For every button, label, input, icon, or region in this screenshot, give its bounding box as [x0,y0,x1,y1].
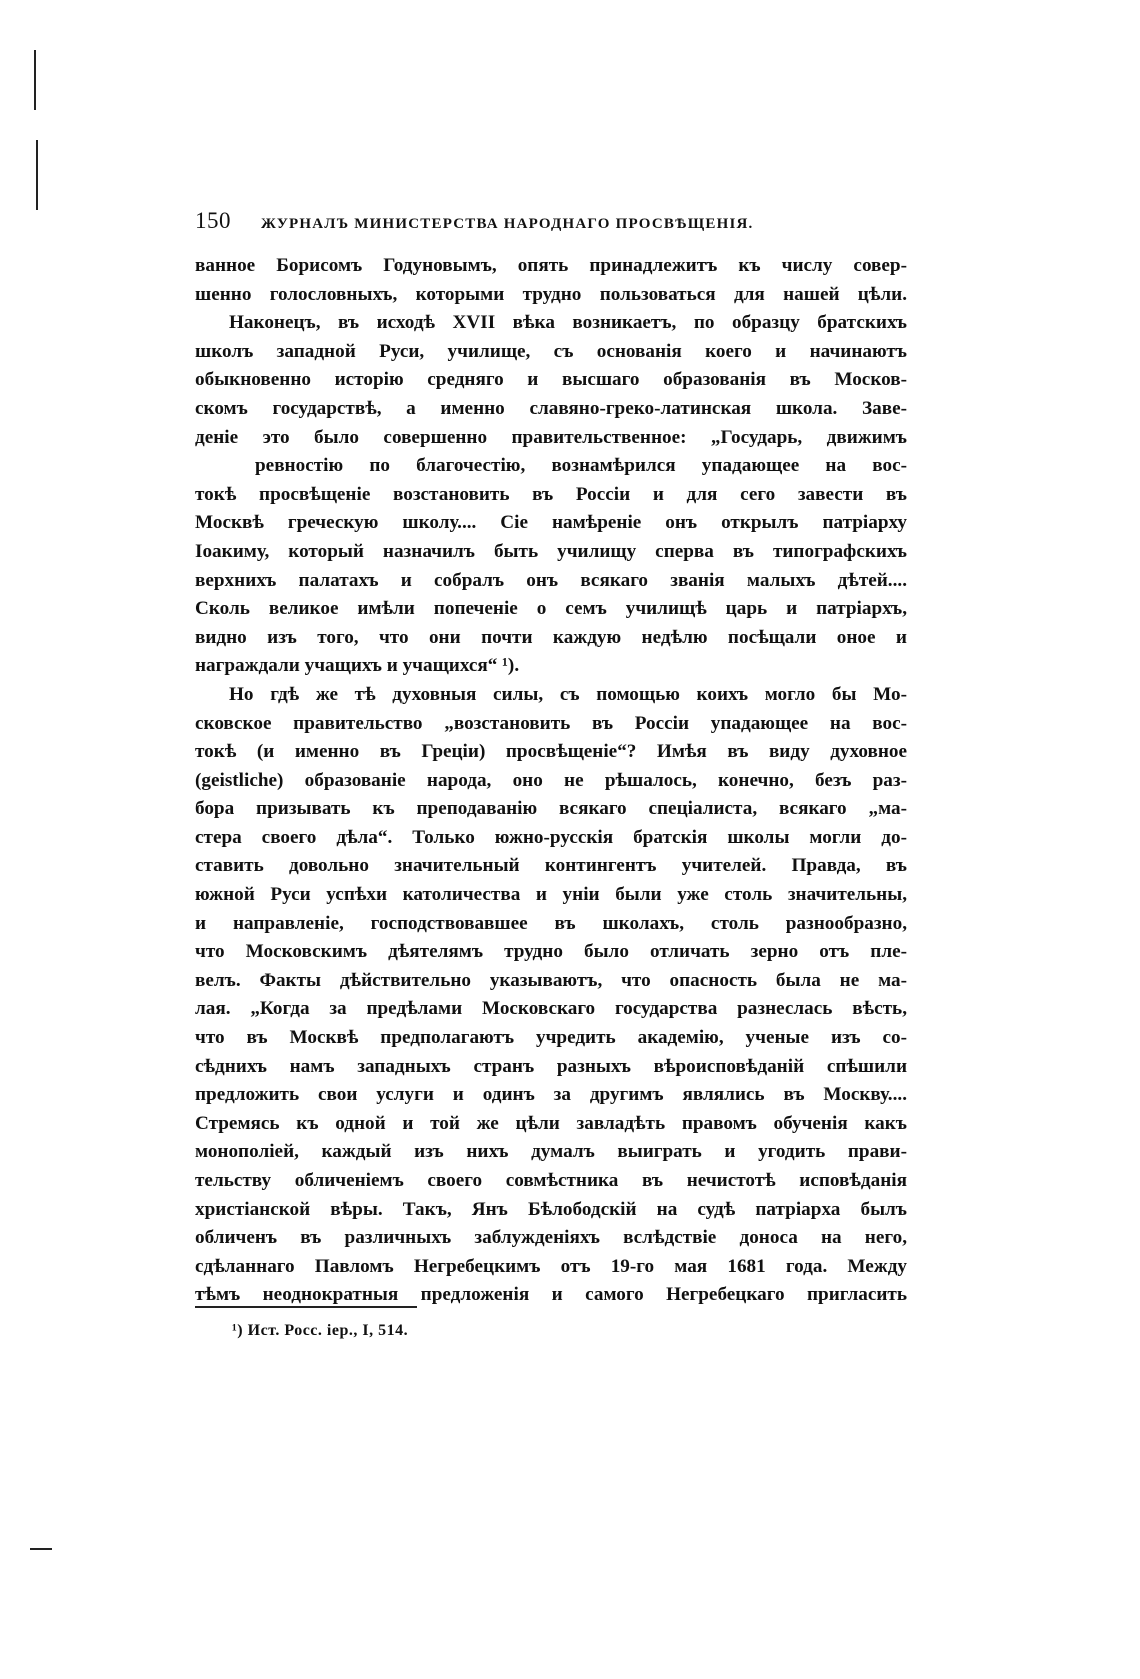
text-line: токѣ просвѣщеніе возстановить въ Россіи и для сего завести въ [195,483,907,505]
text-line: Стремясь къ одной и той же цѣли завладѣть правомъ обученія какъ [195,1112,907,1134]
text-line: бора призывать къ преподаванію всякаго спеціалиста, всякаго „ма- [195,798,907,820]
text-line: велъ. Факты дѣйствительно указываютъ, что опасность была не ма- [195,969,907,991]
scan-margin-line [36,140,38,210]
page-header [195,208,885,238]
text-line: Москвѣ греческую школу.... Сіе намѣреніе онъ открылъ патріарху [195,512,907,534]
text-line: деніе это было совершенно правительственное: „Государь, движимъ [195,426,907,448]
text-line: сѣднихъ намъ западныхъ странъ разныхъ вѣроисповѣданій спѣшили [195,1055,907,1077]
text-line: христіанской вѣры. Такъ, Янъ Бѣлободскій на судѣ патріарха былъ [195,1198,907,1220]
text-line: Сколь великое имѣли попеченіе о семъ училищѣ царь и патріархъ, [195,598,907,620]
scan-margin-dash [30,1548,52,1550]
text-line: шенно голословныхъ, которыми трудно пользоваться для нашей цѣли. [195,283,907,305]
text-line: тѣмъ неоднократныя предложенія и самого Негребецкаго пригласить [195,1284,907,1306]
text-line: монополіей, каждый изъ нихъ думалъ выиграть и угодить прави- [195,1141,907,1163]
text-line: видно изъ того, что они почти каждую недѣлю посѣщали оное и [195,626,907,648]
text-line: верхнихъ палатахъ и собралъ онъ всякаго званія малыхъ дѣтей.... [195,569,907,591]
scan-margin-line [34,50,36,110]
footnote: ¹) Ист. Росс. іер., I, 514. [232,1322,409,1339]
text-line: что въ Москвѣ предполагаютъ учредить академію, ученые изъ со- [195,1027,907,1049]
text-line: предложить свои услуги и одинъ за другимъ являлись въ Москву.... [195,1084,907,1106]
text-line: (geistliche) образованіе народа, оно не рѣшалось, конечно, безъ раз- [195,769,907,791]
body-text [195,252,907,1310]
text-line: и направленіе, господствовавшее въ школахъ, столь разнообразно, [195,912,907,934]
text-line: южной Руси успѣхи католичества и уніи были уже столь значительны, [195,884,907,906]
text-line: что Московскимъ дѣятелямъ трудно было отличать зерно отъ пле- [195,941,907,963]
text-line: сковское правительство „возстановить въ Россіи упадающее на вос- [195,712,907,734]
text-line: Іоакиму, который назначилъ быть училищу сперва въ типографскихъ [195,540,907,562]
text-line: Но гдѣ же тѣ духовныя силы, съ помощью коихъ могло бы Мо- [229,683,907,705]
text-line: лая. „Когда за предѣлами Московскаго государства разнеслась вѣсть, [195,998,907,1020]
running-title: ЖУРНАЛЪ МИНИСТЕРСТВА НАРОДНАГО ПРОСВѢЩЕНІЯ. [261,216,754,232]
text-line: сдѣланнаго Павломъ Негребецкимъ отъ 19-го мая 1681 года. Между [195,1255,907,1277]
text-line: тельству обличеніемъ своего совмѣстника въ нечистотѣ исповѣданія [195,1170,907,1191]
page-number: 150 [195,208,231,233]
text-line: награждали учащихъ и учащихся“ ¹). [195,655,520,677]
text-line: стера своего дѣла“. Только южно-русскія братскія школы могли до- [195,826,907,848]
text-line: скомъ государствѣ, а именно славяно-греко-латинская школа. Заве- [195,397,907,419]
text-line: токѣ (и именно въ Греціи) просвѣщеніе“? Имѣя въ виду духовное [195,741,907,763]
text-line: Наконецъ, въ исходѣ XVII вѣка возникаетъ, по образцу братскихъ [229,312,907,334]
text-line: школъ западной Руси, училище, съ основанія коего и начинаютъ [195,340,907,362]
text-line: ванное Борисомъ Годуновымъ, опять принадлежитъ къ числу совер- [195,255,907,276]
footnote-divider [195,1306,417,1308]
text-line: обличенъ въ различныхъ заблужденіяхъ вслѣдствіе доноса на него, [195,1227,907,1249]
text-line: ревностію по благочестію, вознамѣрился упадающее на вос- [255,455,907,477]
text-line: ставить довольно значительный контингентъ учителей. Правда, въ [195,855,907,877]
text-line: обыкновенно исторію средняго и высшаго образованія въ Москов- [195,369,907,391]
